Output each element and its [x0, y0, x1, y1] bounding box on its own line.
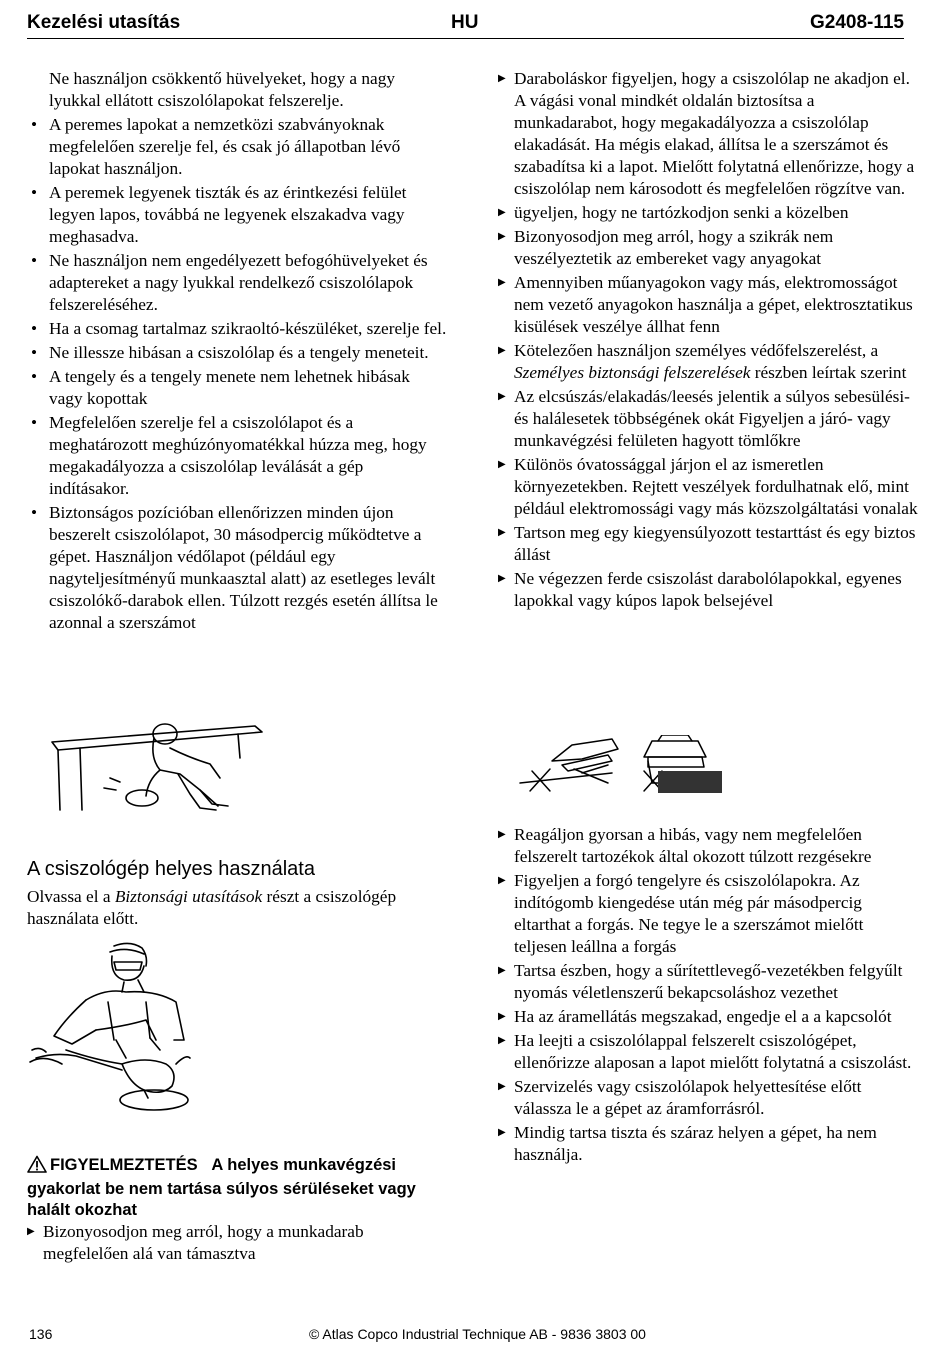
list-item: ▶ Ne végezzen ferde csiszolást darabolólapokkal, egyenes lapokkal vagy kúpos lapok belsejével — [498, 568, 918, 612]
list-item: • A peremes lapokat a nemzetközi szabványoknak megfelelően szerelje fel, és csak jó állapotban lévő lapokat használjon. — [27, 114, 447, 180]
list-item: ▶ Ha az áramellátás megszakad, engedje el a a kapcsolót — [498, 1006, 918, 1028]
list-item: • Ha a csomag tartalmaz szikraoltó-készüléket, szerelje fel. — [27, 318, 447, 340]
list-item: • Ne használjon nem engedélyezett befogóhüvelyeket és adaptereket a nagy lyukkal rendelkező csiszolólapok felszereléséhez. — [27, 250, 447, 316]
list-item: ▶ ügyeljen, hogy ne tartózkodjon senki a közelben — [498, 202, 918, 224]
list-item: • A tengely és a tengely menete nem lehetnek hibásak vagy kopottak — [27, 366, 447, 410]
copyright: © Atlas Copco Industrial Technique AB - 9836 3803 00 — [309, 1326, 646, 1342]
left-column-top — [27, 68, 447, 636]
list-item: ▶ Ha leejti a csiszolólappal felszerelt csiszológépet, ellenőrizze alaposan a lapot mielőtt folytatná a csiszolást. — [498, 1030, 918, 1074]
section-intro-paragraph — [27, 886, 447, 930]
right-column-top — [498, 68, 918, 614]
section-title: A csiszológép helyes használata — [27, 858, 315, 880]
list-item: ▶ Figyeljen a forgó tengelyre és csiszolólapokra. Az indítógomb kiengedése után még pár másodpercig eltarthat a forgás. Ne tegye le a szerszámot mielőtt teljesen leállna a forgás — [498, 870, 918, 958]
list-item: ▶ Tartson meg egy kiegyensúlyozott testarttást és egy biztos állást — [498, 522, 918, 566]
list-item: • A peremek legyenek tiszták és az érintkezési felület legyen lapos, továbbá ne legyenek elszakadva vagy meghasadva. — [27, 182, 447, 248]
wrong-usage-illustration — [512, 735, 727, 797]
list-item: ▶ Tartsa észben, hogy a sűrítettlevegő-vezetékben felgyűlt nyomás véletlenszerű bekapcsoláshoz vezethet — [498, 960, 918, 1004]
list-item: ▶ Bizonyosodjon meg arról, hogy a szikrák nem veszélyeztetik az embereket vagy anyagokat — [498, 226, 918, 270]
page-number: 136 — [29, 1326, 53, 1342]
arrow-list — [27, 1221, 447, 1265]
list-item: • Biztonságos pozícióban ellenőrizzen minden újon beszerelt csiszolólapot, 30 másodpercig működtetve a gépet. Használjon védőlapot (például egy nagyteljesítményű munkaasztal alatt) az esetleges levált csiszolókő-darabok ellen. Túlzott rezgés esetén állítsa le azonnal a szerszámot — [27, 502, 447, 634]
header-language: HU — [451, 12, 479, 33]
warning-list — [27, 1221, 447, 1267]
worker-with-grinder-illustration — [26, 940, 206, 1120]
ppe-text-after: részben leírtak szerint — [750, 363, 907, 382]
arrow-list — [498, 824, 918, 1166]
page-header — [27, 10, 904, 39]
list-item: • Megfelelően szerelje fel a csiszolólapot és a meghatározott meghúzónyomatékkal húzza meg, hogy megakadályozza a csiszolólap leválását a gép indításakor. — [27, 412, 447, 500]
header-doc-code: G2408-115 — [809, 12, 904, 33]
warning-triangle-icon — [27, 1155, 47, 1179]
list-item: ▶ Daraboláskor figyeljen, hogy a csiszolólap ne akadjon el. A vágási vonal mindkét oldalán biztosítsa a munkadarabot, hogy megakadályozza a csiszolólap elakadását. Ha mégis elakad, állítsa le a szerszámot és szabadítsa ki a lapot. Mielőtt folytatná ellenőrizze, hogy a csiszolólap nem károsodott és megfelelően rögzítve van. — [498, 68, 918, 200]
list-item: ▶ Amennyiben műanyagokon vagy más, elektromosságot nem vezető anyagokon használja a gépet, elektrosztatikus kisülések veszélye állhat fenn — [498, 272, 918, 338]
section-intro-after: részt a csiszológép használata előtt. — [27, 887, 397, 928]
list-item: ▶ Különös óvatossággal járjon el az ismeretlen környezetekben. Rejtett veszélyek fordulhatnak elő, mint például elektromossági vagy más közszolgáltatási vonalak — [498, 454, 918, 520]
warning-box — [27, 1155, 447, 1221]
section-intro-italic: Biztonsági utasítások — [114, 887, 263, 906]
worker-under-bench-illustration — [50, 718, 265, 814]
header-title: Kezelési utasítás — [27, 12, 181, 33]
right-column-bottom — [498, 824, 918, 1168]
list-item-ppe — [498, 340, 918, 384]
section-intro-before: Olvassa el a — [27, 887, 115, 906]
list-item: • Ne illessze hibásan a csiszolólap és a tengely meneteit. — [27, 342, 447, 364]
list-item: ▶ Reagáljon gyorsan a hibás, vagy nem megfelelően felszerelt tartozékok által okozott túlzott rezgésekre — [498, 824, 918, 868]
warning-label: FIGYELMEZTETÉS — [50, 1156, 198, 1174]
intro-paragraph: Ne használjon csökkentő hüvelyeket, hogy a nagy lyukkal ellátott csiszolólapokat felszerelje. — [49, 69, 396, 110]
section-intro — [27, 886, 447, 930]
ppe-text-before: Kötelezően használjon személyes védőfelszerelést, a — [514, 341, 879, 360]
warning-text: A helyes munkavégzési gyakorlat be nem tartása súlyos sérüléseket vagy halált okozhat — [27, 1156, 416, 1219]
list-item: ▶ Az elcsúszás/elakadás/leesés jelentik a súlyos sebesülési- és halálesetek többségének okát Figyeljen a járó- vagy munkavégzési felületen hagyott tömlőkre — [498, 386, 918, 452]
bullet-list — [27, 114, 447, 634]
list-item: ▶ Szervizelés vagy csiszolólapok helyettesítése előtt válassza le a gépet az áramforrásról. — [498, 1076, 918, 1120]
ppe-link-italic: Személyes biztonsági felszerelések — [514, 363, 751, 382]
arrow-list — [498, 68, 918, 612]
list-item: ▶ Mindig tartsa tiszta és száraz helyen a gépet, ha nem használja. — [498, 1122, 918, 1166]
list-item: ▶ Bizonyosodjon meg arról, hogy a munkadarab megfelelően alá van támasztva — [27, 1221, 447, 1265]
